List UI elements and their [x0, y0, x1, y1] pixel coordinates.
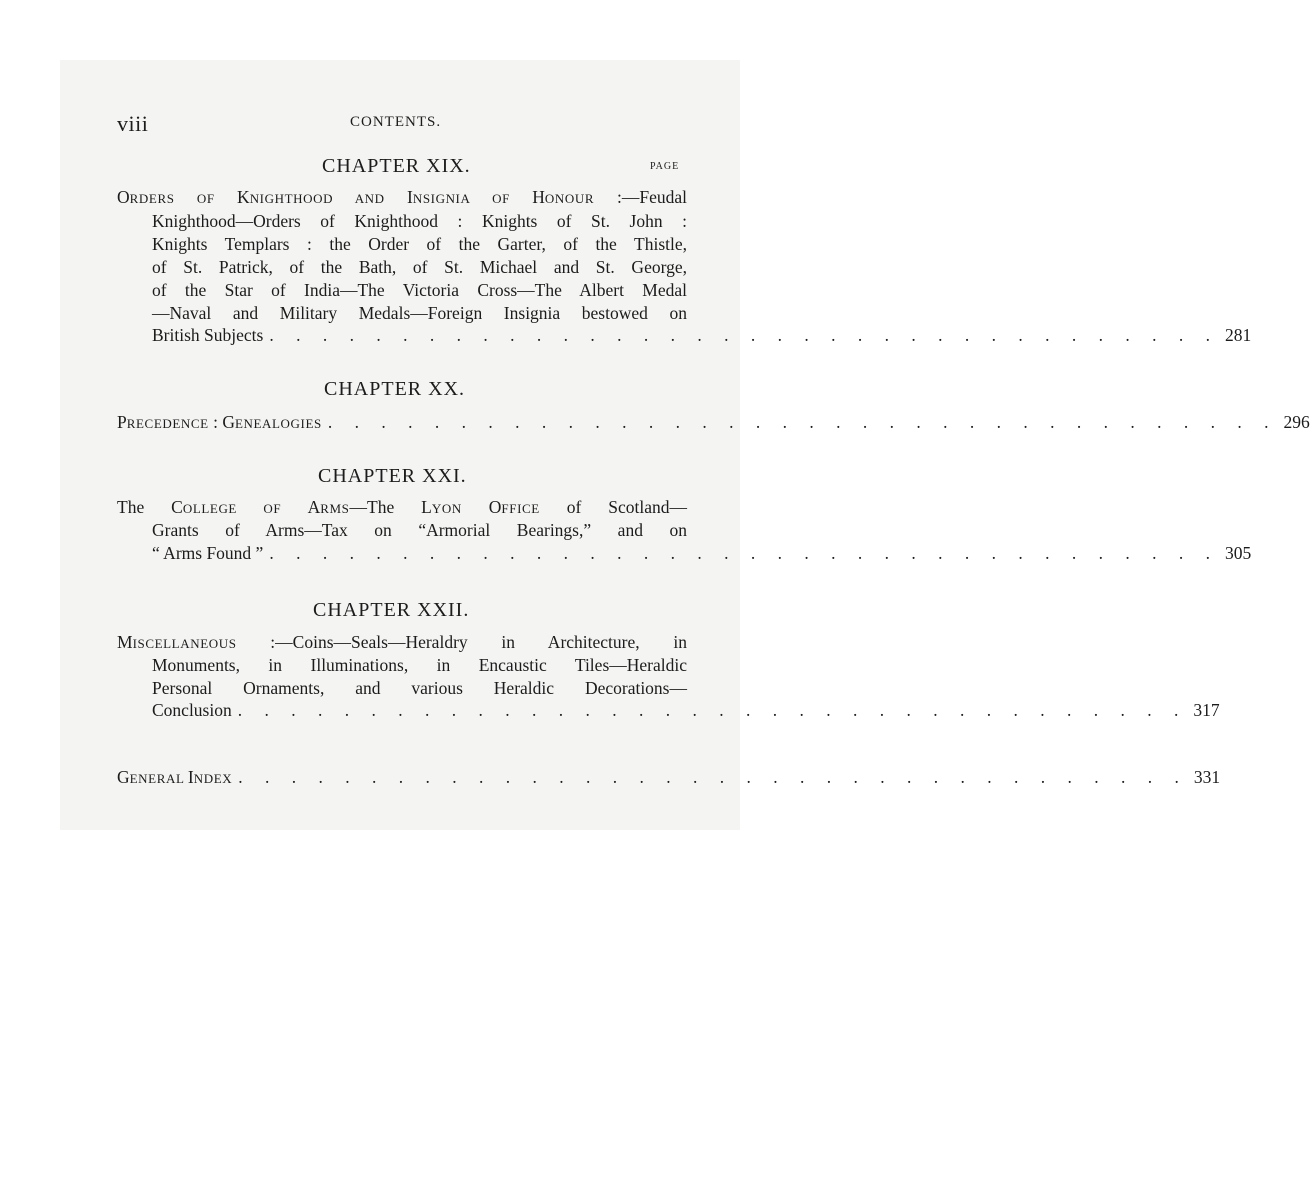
- chapter-entry-line: Knighthood—Orders of Knighthood : Knights of St. John :: [152, 211, 687, 231]
- page-number: 296: [1283, 412, 1310, 432]
- chapter-heading: CHAPTER XX.: [324, 378, 466, 400]
- chapter-heading: CHAPTER XIX.: [322, 155, 471, 177]
- page-number: 331: [1193, 767, 1221, 787]
- chapter-heading: CHAPTER XXII.: [313, 599, 470, 621]
- running-title: CONTENTS.: [350, 114, 442, 130]
- chapter-entry-line: of St. Patrick, of the Bath, of St. Michael and St. George,: [152, 257, 687, 277]
- toc-entry-final-line: [117, 412, 1310, 433]
- dot-leader: . . . . . . . . . . . . . . . . . . . . . . . . . . . . . . . . . . . .: [269, 543, 1219, 563]
- dot-leader: . . . . . . . . . . . . . . . . . . . . . . . . . . . . . . . . . . . .: [269, 325, 1219, 345]
- dot-leader: . . . . . . . . . . . . . . . . . . . . . . . . . . . . . . . . . . . .: [327, 412, 1278, 432]
- entry-text: PRECEDENCE : GENEALOGIES: [117, 412, 322, 432]
- entry-text: Conclusion: [152, 700, 232, 720]
- chapter-entry-line: Personal Ornaments, and various Heraldic Decorations—: [152, 678, 687, 698]
- page-number: 305: [1224, 543, 1252, 563]
- chapter-heading: CHAPTER XXI.: [318, 465, 467, 487]
- chapter-entry-line: Knights Templars : the Order of the Garter, of the Thistle,: [152, 234, 687, 254]
- toc-entry-final-line: [152, 543, 1252, 564]
- page-number: 317: [1193, 700, 1220, 720]
- entry-text: British Subjects: [152, 325, 264, 345]
- chapter-entry-line: Grants of Arms—Tax on “Armorial Bearings,” and on: [152, 520, 687, 540]
- page-column-label: PAGE: [650, 161, 680, 172]
- entry-text: “ Arms Found ”: [152, 543, 264, 563]
- chapter-entry-line: MISCELLANEOUS :—Coins—Seals—Heraldry in Architecture, in: [117, 632, 687, 652]
- chapter-entry-line: The COLLEGE OF ARMS—The LYON OFFICE of Scotland—: [117, 497, 687, 517]
- toc-entry-final-line: [152, 700, 1220, 721]
- chapter-entry-line: Monuments, in Illuminations, in Encaustic Tiles—Heraldic: [152, 655, 687, 675]
- dot-leader: . . . . . . . . . . . . . . . . . . . . . . . . . . . . . . . . . . . .: [237, 700, 1188, 720]
- chapter-entry-line: —Naval and Military Medals—Foreign Insignia bestowed on: [152, 303, 687, 323]
- chapter-entry-line: ORDERS OF KNIGHTHOOD AND INSIGNIA OF HONOUR :—Feudal: [117, 187, 687, 207]
- toc-entry-final-line: [152, 325, 1252, 346]
- chapter-entry-line: of the Star of India—The Victoria Cross—The Albert Medal: [152, 280, 687, 300]
- page-number: 281: [1224, 325, 1252, 345]
- toc-entry-final-line: [117, 767, 1221, 788]
- dot-leader: . . . . . . . . . . . . . . . . . . . . . . . . . . . . . . . . . . . .: [238, 767, 1188, 787]
- page-folio: viii: [117, 111, 149, 136]
- index-entry-text: GENERAL INDEX: [117, 767, 233, 787]
